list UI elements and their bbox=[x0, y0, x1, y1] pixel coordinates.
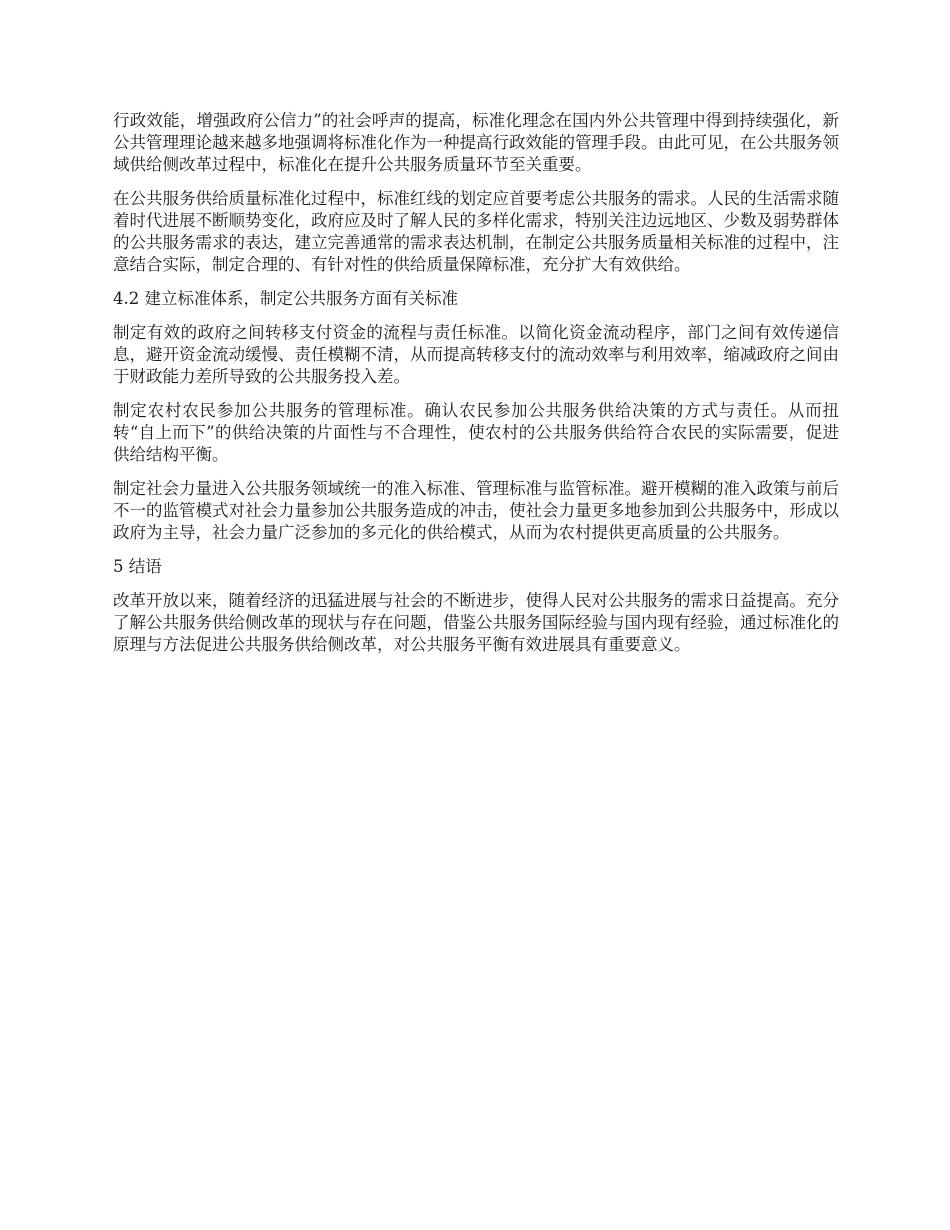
section-heading-4-2: 4.2 建立标准体系，制定公共服务方面有关标准 bbox=[113, 289, 458, 308]
paragraph-conclusion: 改革开放以来，随着经济的迅猛进展与社会的不断进步，使得人民对公共服务的需求日益提高。充分了解公共服务供给侧改革的现状与存在问题，借鉴公共服务国际经验与国内现有经验，通过标准化的原理与方法促进公共服务供给侧改革，对公共服务平衡有效进展具有重要意义。 bbox=[113, 591, 839, 654]
paragraph-transfer-payment: 制定有效的政府之间转移支付资金的流程与责任标准。以简化资金流动程序，部门之间有效传递信息，避开资金流动缓慢、责任模糊不清，从而提高转移支付的流动效率与利用效率，缩减政府之间由于财政能力差所导致的公共服务投入差。 bbox=[113, 323, 839, 386]
paragraph-rural-participation: 制定农村农民参加公共服务的管理标准。确认农民参加公共服务供给决策的方式与责任。从而扭转“自上而下”的供给决策的片面性与不合理性，使农村的公共服务供给符合农民的实际需要，促进供给结构平衡。 bbox=[113, 401, 839, 464]
paragraph-demand-standards: 在公共服务供给质量标准化过程中，标准红线的划定应首要考虑公共服务的需求。人民的生活需求随着时代进展不断顺势变化，政府应及时了解人民的多样化需求，特别关注边远地区、少数及弱势群体的公共服务需求的表达，建立完善通常的需求表达机制，在制定公共服务质量相关标准的过程中，注意结合实际，制定合理的、有针对性的供给质量保障标准，充分扩大有效供给。 bbox=[113, 189, 839, 274]
paragraph-social-forces: 制定社会力量进入公共服务领域统一的准入标准、管理标准与监管标准。避开模糊的准入政策与前后不一的监管模式对社会力量参加公共服务造成的冲击，使社会力量更多地参加到公共服务中，形成以政府为主导，社会力量广泛参加的多元化的供给模式，从而为农村提供更高质量的公共服务。 bbox=[113, 479, 839, 542]
document-page bbox=[113, 110, 839, 668]
section-heading-conclusion: 5 结语 bbox=[113, 557, 162, 576]
paragraph-standardization-intro: 行政效能，增强政府公信力”的社会呼声的提高，标准化理念在国内外公共管理中得到持续强化，新公共管理理论越来越多地强调将标准化作为一种提高行政效能的管理手段。由此可见，在公共服务领域供给侧改革过程中，标准化在提升公共服务质量环节至关重要。 bbox=[113, 111, 839, 174]
